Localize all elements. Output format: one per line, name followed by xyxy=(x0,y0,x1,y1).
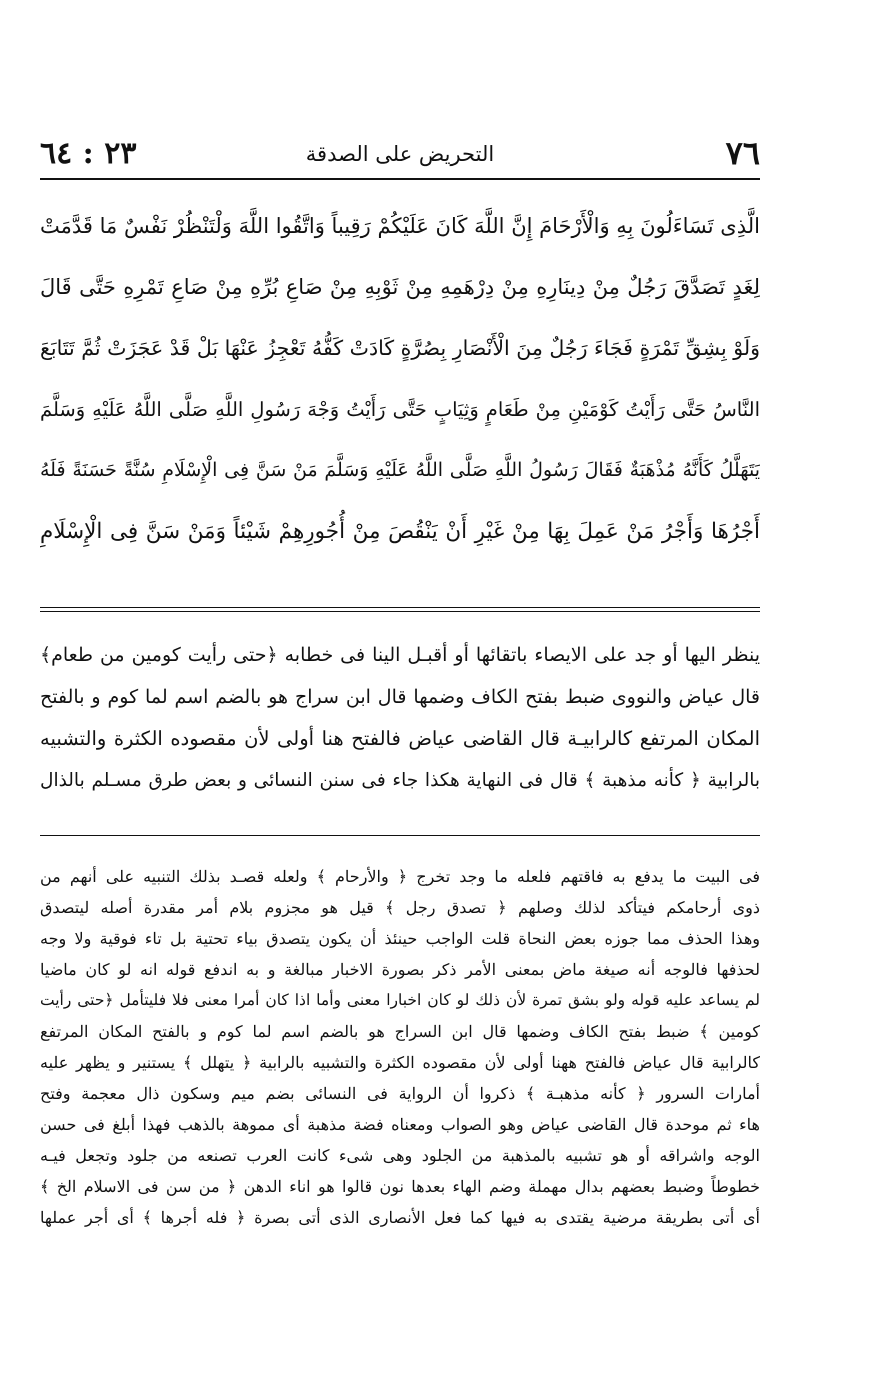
commentary-section-2 xyxy=(40,861,760,1233)
separator-rule-bottom xyxy=(40,611,760,612)
main-text-line: وَلَوْ بِشِقِّ تَمْرَةٍ فَجَاءَ رَجُلٌ مِنَ الْأَنْصَارِ بِصُرَّةٍ كَادَتْ كَفُّهُ تَعْجِزُ عَنْهَا بَلْ قَدْ عَجَزَتْ ثُمَّ تَتَابَعَ xyxy=(40,336,760,360)
page-header xyxy=(40,130,760,178)
footnote-line: خطوطاً وضبط بعضهم بدال مهملة وضم الهاء بعدها نون قالوا هو اناء الدهن ﴿ من سن فى الاسلام الخ ﴾ xyxy=(40,1177,760,1196)
hadith-reference: ٢٣ : ٦٤ xyxy=(40,136,137,171)
header-rule xyxy=(40,178,760,180)
footnote-line: لم يساعد عليه قوله ولو بشق تمرة لأن ذلك لو كان اخبارا معنى وأما اذا كان أمرا معنى فلا فليتأمل ﴿حتى رأيت xyxy=(40,991,760,1009)
footnote-line: أمارات السرور ﴿ كأنه مذهبـة ﴾ ذكروا أن الرواية فى النسائى بضم ميم وسكون ذال معجمة وفتح xyxy=(40,1084,760,1103)
main-text-line: النَّاسُ حَتَّى رَأَيْتُ كَوْمَيْنِ مِنْ طَعَامٍ وَثِيَابٍ حَتَّى رَأَيْتُ وَجْهَ رَسُولِ اللَّهِ صَلَّى اللَّهُ عَلَيْهِ وَسَلَّمَ xyxy=(40,398,760,421)
footnote-line: هاء ثم موحدة قال القاضى عياض وهو الصواب ومعناه فضة مذهبة أى مموهة بالذهب فهذا أبلغ فى حسن xyxy=(40,1115,760,1134)
footnote-line: كومين ﴾ ضبط بفتح الكاف وضمها قال ابن السراج هو بالضم اسم لما كوم و بالفتح المكان المرتفع xyxy=(40,1022,760,1041)
footnote-line: أى أتى بطريقة مرضية يقتدى به فيها كما فعل الأنصارى الذى أتى بصرة ﴿ فله أجرها ﴾ أى أجر عملها xyxy=(40,1208,760,1227)
footnote-line: لحذفها فالوجه أنه صيغة ماض بمعنى الأمر ذكر بصورة الاخبار مبالغة و به اندفع قوله انه لو كان ماضيا xyxy=(40,960,760,979)
main-text-line: لِغَدٍ تَصَدَّقَ رَجُلٌ مِنْ دِينَارِهِ مِنْ دِرْهَمِهِ مِنْ ثَوْبِهِ مِنْ صَاعِ بُرِّهِ مِنْ صَاعِ تَمْرِهِ حَتَّى قَالَ xyxy=(40,275,760,299)
commentary-line: المكان المرتفع كالرابيـة قال القاضى عياض فالفتح هنا أولى لأن مقصوده الكثرة والتشبيه xyxy=(40,727,760,750)
page-number: ٧٦ xyxy=(725,134,760,172)
hadith-main-text xyxy=(40,196,760,562)
footnote-line: الوجه واشراقه أو هو تشبيه بالمذهبة من الجلود وهى شىء كانت العرب تصنعه من جلود وتجعل فيـه xyxy=(40,1146,760,1165)
footnote-line: كالرابية قال عياض فالفتح ههنا أولى لأن مقصوده الكثرة والتشبيه بالرابية ﴿ يتهلل ﴾ يستنير و يظهر عليه xyxy=(40,1053,760,1072)
separator-rule-top xyxy=(40,607,760,608)
footnote-line: فى البيت ما يدفع به فاقتهم فلعله ما وجد تخرج ﴿ والأرحام ﴾ ولعله قصـد بذلك التنبيه على أنهم من xyxy=(40,867,760,886)
commentary-line: بالرابية ﴿ كأنه مذهبة ﴾ قال فى النهاية هكذا جاء فى سنن النسائى و بعض طرق مسـلم بالذال xyxy=(40,770,760,791)
footnote-line: ذوى أرحامكم فيتأكد لذلك وصلهم ﴿ تصدق رجل ﴾ قيل هو مجزوم بلام أمر مقدرة أصله ليتصدق xyxy=(40,898,760,917)
footnote-rule xyxy=(40,835,760,836)
chapter-title: التحريض على الصدقة xyxy=(305,142,495,166)
main-text-line: يَتَهَلَّلُ كَأَنَّهُ مُذْهَبَةٌ فَقَالَ رَسُولُ اللَّهِ صَلَّى اللَّهُ عَلَيْهِ وَسَلَّمَ مَنْ سَنَّ فِى الْإِسْلَامِ سُنَّةً حَسَنَةً فَلَهُ xyxy=(40,459,760,481)
commentary-line: ينظر اليها أو جد على الايصاء باتقائها أو أقبـل الينا فى خطابه ﴿حتى رأيت كومين من طعام﴾ xyxy=(40,644,760,666)
main-text-line: الَّذِى تَسَاءَلُونَ بِهِ وَالْأَرْحَامَ إِنَّ اللَّهَ كَانَ عَلَيْكُمْ رَقِيباً وَاتَّقُوا اللَّهَ وَلْتَنْظُرْ نَفْسٌ مَا قَدَّمَتْ xyxy=(40,214,760,238)
footnote-line: وهذا الحذف مما جوزه بعض النحاة قلت الواجب حينئذ أن يكون يتصدق بياء تحتية بل تاء فوقية ولا وجه xyxy=(40,929,760,948)
commentary-section-1 xyxy=(40,634,760,802)
commentary-line: قال عياض والنووى ضبط بفتح الكاف وضمها قال ابن سراج هو بالضم اسم لما كوم و بالفتح xyxy=(40,686,760,708)
main-text-line: أَجْرُهَا وَأَجْرُ مَنْ عَمِلَ بِهَا مِنْ غَيْرِ أَنْ يَنْقُصَ مِنْ أُجُورِهِمْ شَيْئاً وَمَنْ سَنَّ فِى الْإِسْلَامِ xyxy=(40,519,760,544)
